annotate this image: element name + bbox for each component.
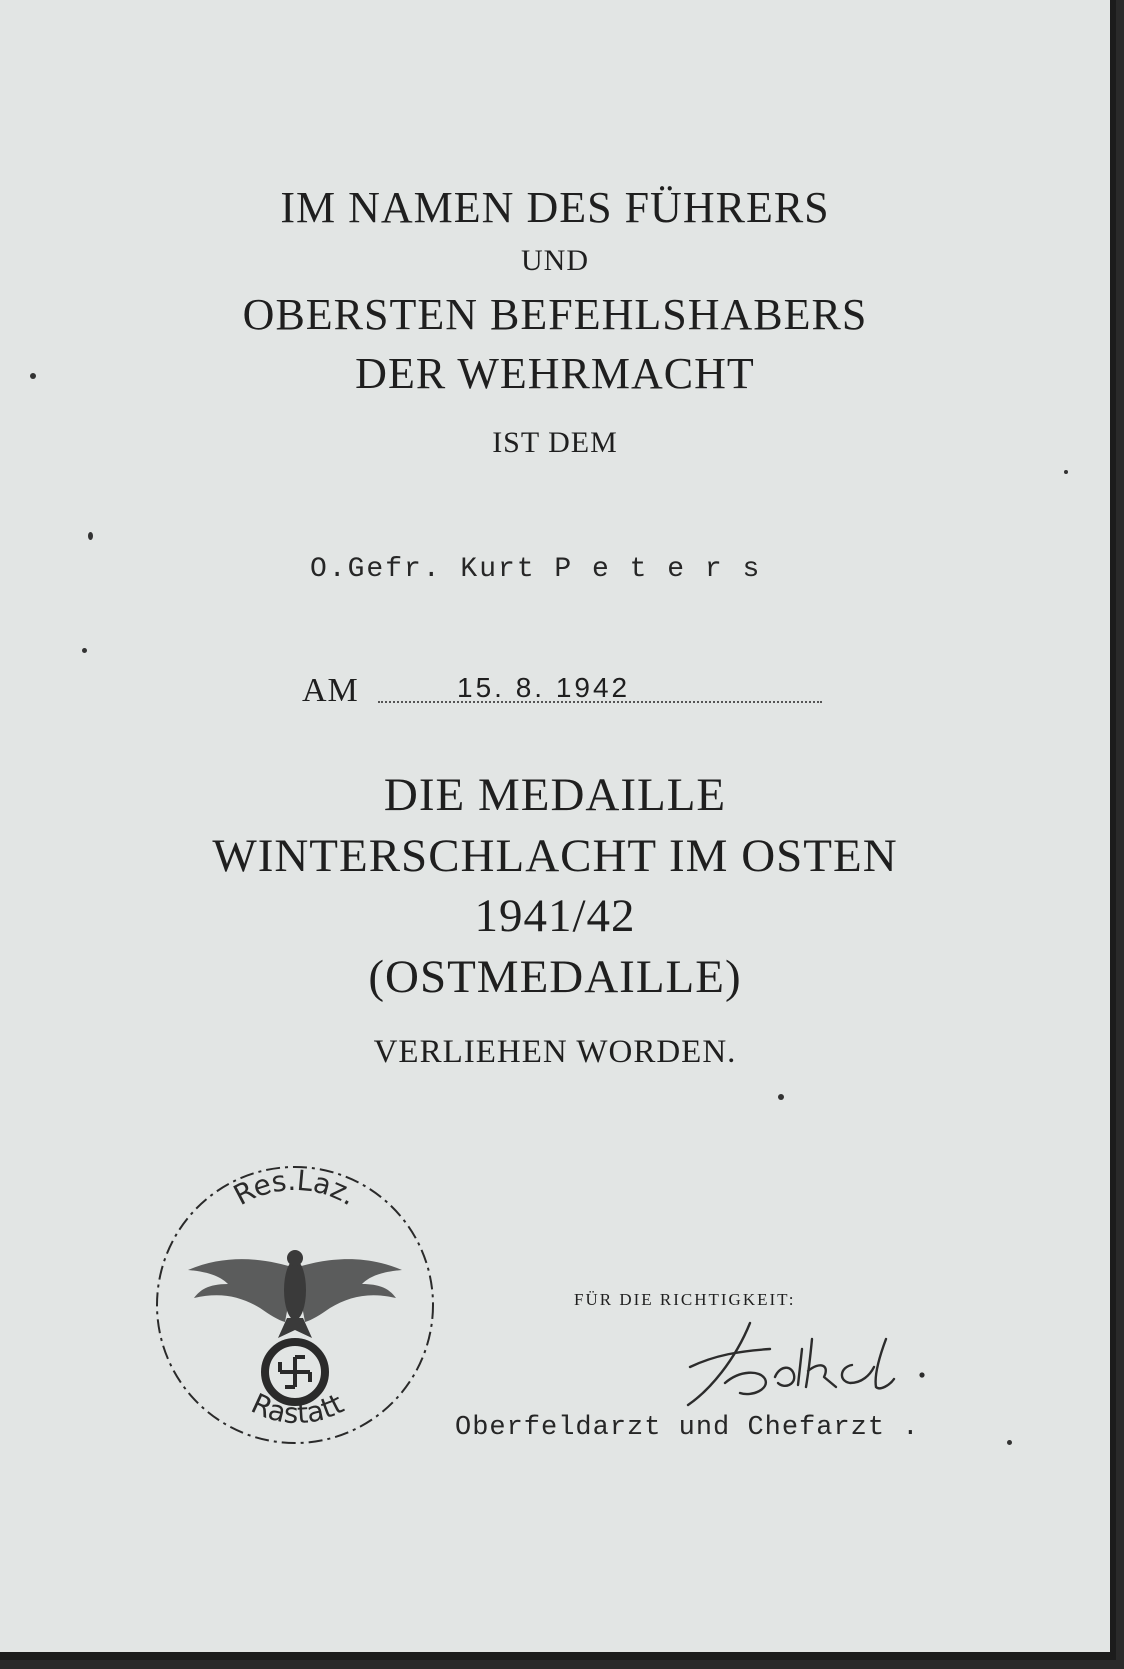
handwritten-signature <box>680 1315 950 1415</box>
header-line-2: UND <box>521 244 589 277</box>
award-line-4: (OSTMEDAILLE) <box>368 951 742 1003</box>
seal-bottom-text: Rastatt <box>246 1386 349 1431</box>
award-line-5: VERLIEHEN WORDEN. <box>373 1034 737 1070</box>
signatory-title: Oberfeldarzt und Chefarzt . <box>455 1413 920 1443</box>
speck <box>82 648 87 653</box>
header-line-3: OBERSTEN BEFEHLSHABERS <box>242 290 868 339</box>
header-line-4: DER WEHRMACHT <box>355 349 755 398</box>
speck <box>30 373 36 379</box>
header-line-5: IST DEM <box>492 426 618 459</box>
recipient-name: O.Gefr. Kurt P e t e r s <box>310 554 762 585</box>
date-label: AM <box>302 672 359 709</box>
certification-label: FÜR DIE RICHTIGKEIT: <box>574 1290 796 1309</box>
award-line-1: DIE MEDAILLE <box>383 769 727 821</box>
header-line-1: IM NAMEN DES FÜHRERS <box>280 183 830 232</box>
speck <box>1064 470 1068 474</box>
speck <box>1007 1440 1012 1445</box>
speck <box>88 532 93 540</box>
seal-top-text: Res.Laz. <box>228 1163 363 1213</box>
date-row <box>302 674 822 714</box>
date-value: 15. 8. 1942 <box>457 672 631 703</box>
award-line-2: WINTERSCHLACHT IM OSTEN <box>212 830 898 882</box>
eagle-swastika-seal-icon <box>150 1160 440 1450</box>
award-line-3: 1941/42 <box>474 890 636 942</box>
speck <box>778 1094 784 1100</box>
